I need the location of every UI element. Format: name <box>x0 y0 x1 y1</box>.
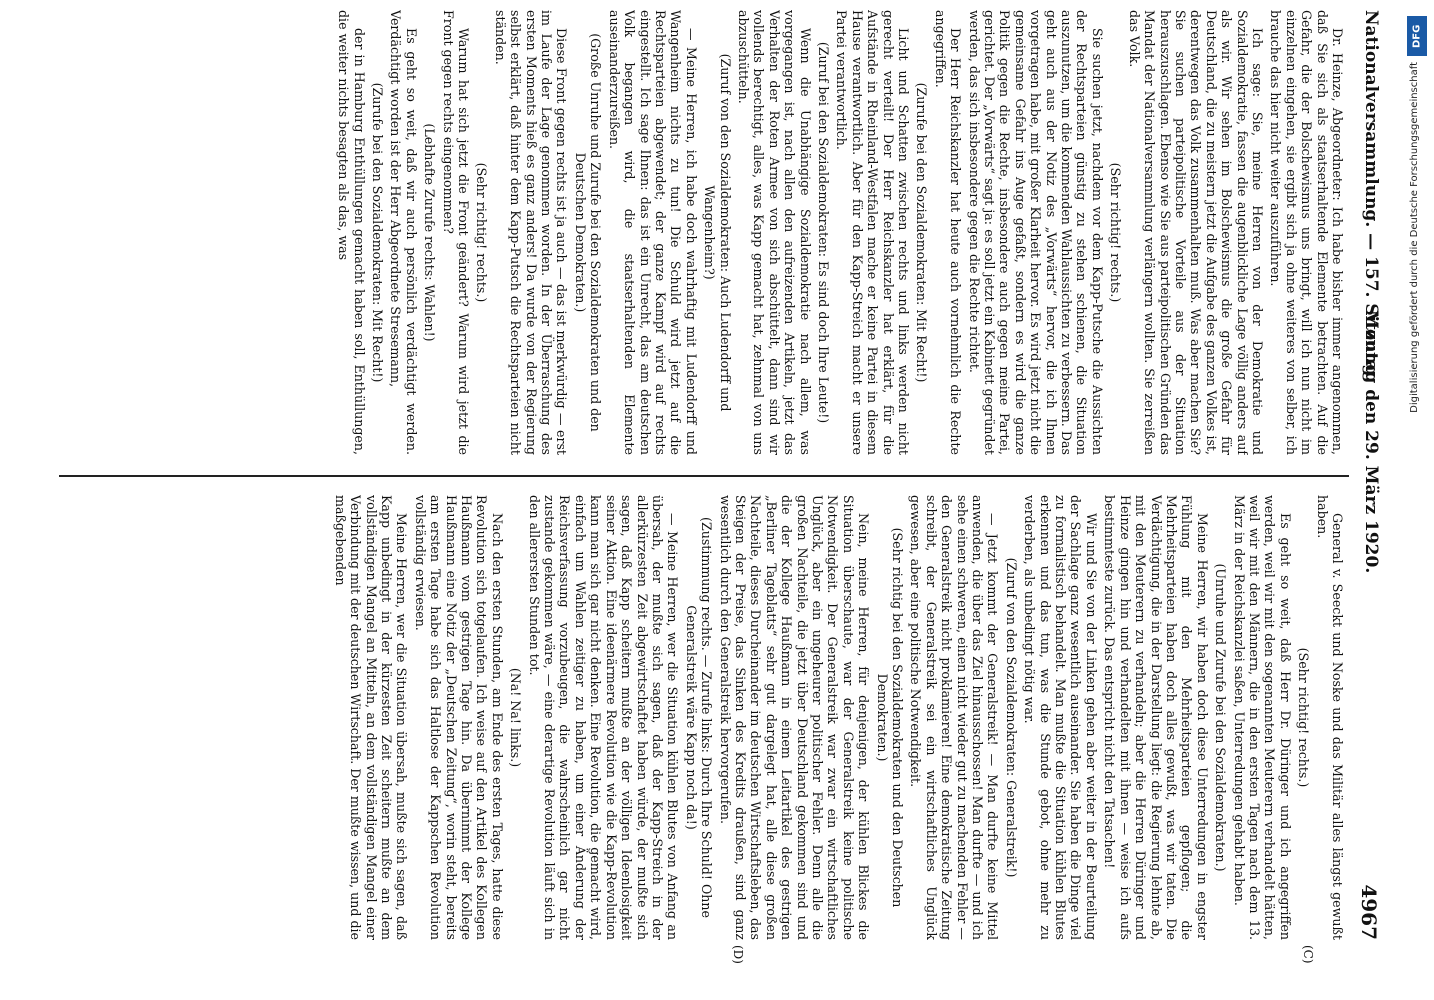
paragraph: (Lebhafte Zurufe rechts: Wahlen!) <box>422 123 438 342</box>
paragraph: (Zuruf bei den Sozialdemokraten: Es sind doch Ihre Leute!) <box>816 41 831 424</box>
paragraph: Diese Front gegen rechts ist ja auch — das ist merkwürdig — erst im Laufe der Lage genommen worden. In der Überraschung des ersten Moments hieß es ganz anders! Da wurde von der Regierung selbst erklärt, daß hinter dem Kapp-Putsch die Rechtsparteien nicht ständen. <box>492 10 570 455</box>
margin-letter-c: (C) <box>1301 945 1315 964</box>
paragraph: — Meine Herren, ich habe doch wahrhaftig mit Ludendorff und Wangenheim nichts zu tun! Die Schuld wird jetzt auf die Rechtsparteien abgewendet; der ganze Kampf wird auf rechts eingestellt. Ich sage Ihnen: das ist ein Unrecht, das am deutschen Volk begangen wird, die staatserhaltenden Elemente auseinanderzureißen. <box>606 10 699 455</box>
paragraph: (Zuruf von den Sozialdemokraten: Generalstreik!) <box>1003 557 1019 878</box>
paragraph: Meine Herren, wir haben doch diese Unterredungen in engster Fühlung mit den Mehrheitsparteien gepflogen; die Mehrheitsparteien haben doch alles gewußt, was wir taten. Die Verdächtigung, die in der Darstellung liegt: die Regierung lehnte ab, mit den Meuterern zu verhandeln; aber die Herren Düringer und Heinze gingen hin und verhandelten mit ihnen — weise ich aufs bestimmteste zurück. Das entspricht nicht den Tatsachen! <box>1102 495 1210 940</box>
paragraph: (Große Unruhe und Zurufe bei den Sozialdemokraten und den Deutschen Demokraten.) <box>572 33 604 432</box>
paragraph: Ich sage: Sie, meine Herren von der Demokratie und Sozialdemokratie, fassen die augenblickliche Lage völlig anders auf als wir. Wir sehen im Bolschewismus die große Gefahr für Deutschland, die zu meistern jetzt die Aufgabe des ganzen Volkes ist, derentwegen das Volk zusammenhalten muß. Was aber machen Sie? Sie suchen parteipolitische Vorteile aus der Situation herauszuschlagen. Ebenso wie Sie aus parteipolitischen Gründen das Mandat der Nationalversammlung verlängern wollten. Sie zerreißen das Volk. <box>1126 10 1265 455</box>
paragraph: — Meine Herren, wer die Situation kühlen Blutes von Anfang an übersah, der mußte sich sagen, daß der Kapp-Streich in der allerkürzesten Zeit abgewirtschaftet haben würde, der mußte sich sagen, daß Kapp scheitern mußte an der völligen Ideenlosigkeit seiner Aktion. Eine ideenärmere Revolution wie die Kapp-Revolution kann man sich gar nicht denken. Eine Revolution, die gemacht wird, einfach um Wahlen zeitiger zu haben, um einer Änderung der Reichsverfassung vorzubeugen, die wahrscheinlich gar nicht zustande gekommen wäre, — eine derartige Revolution läuft sich in den allerersten Stunden tot. <box>526 495 681 940</box>
paragraph: (Zurufe bei den Sozialdemokraten: Mit Recht!) <box>914 82 930 383</box>
running-head-date: Montag den 29. März 1920. <box>1361 310 1381 574</box>
paragraph: General v. Seeckt und Noske und das Militär alles längst gewußt haben. <box>1314 495 1345 940</box>
dfg-logo: DFG <box>1407 16 1427 56</box>
column-divider <box>59 475 1349 477</box>
running-head-left: Nationalversammlung. — 157. Sitzung. <box>1361 10 1381 383</box>
paragraph: Nein, meine Herren, für denjenigen, der kühlen Blickes die Situation überschaute, war der Generalstreik keine politische Notwendigkeit. Der Generalstreik war zwar ein wirtschaftliches Unglück, aber ein ungeheurer politischer Fehler. Denn alle die großen Nachteile, die jetzt über Deutschland gekommen sind und die der Kollege Haußmann in einem Leitartikel des gestrigen „Berliner Tageblatts“ sehr gut dargelegt hat, alle diese großen Nachteile, dieses Durcheinander im deutschen Wirtschaftsleben, das Steigen der Preise, das Sinken des Kredits draußen, sind ganz wesentlich durch den Generalstreik hervorgerufen. <box>717 495 872 940</box>
dfg-sidebar <box>1405 10 1429 990</box>
paragraph: Meine Herren, wer die Situation übersah, mußte sich sagen, daß Kapp unbedingt in der kürzesten Zeit scheitern mußte an dem vollständigen Mangel an Mitteln, an dem vollständigen Mangel einer Verbindung mit der deutschen Wirtschaft. Der mußte wissen, und die maßgebenden <box>332 495 410 940</box>
paragraph: Warum hat sich jetzt die Front geändert? Warum wird jetzt die Front gegen rechts eingenommen? <box>440 10 472 455</box>
paragraph: (Zurufe bei den Sozialdemokraten: Mit Recht!) <box>370 82 386 383</box>
paragraph: Es geht so weit, daß Herr Dr. Düringer und ich angegriffen werden, weil wir mit den sogenannten Meuterern verhandelt hätten, weil wir mit den Männern, die in den ersten Tagen nach dem 13. März in der Reichskanzlei saßen, Unterredungen gehabt haben. <box>1231 495 1293 940</box>
running-head <box>1353 10 1385 940</box>
margin-letter-d: (D) <box>731 945 745 964</box>
paragraph: (Zustimmung rechts. — Zurufe links: Durch Ihre Schuld! Ohne Generalstreik wäre Kapp noch da!) <box>683 517 715 918</box>
paragraph: der in Hamburg Enthüllungen gemacht haben soll, Enthüllungen, die weiter nichts besagten als das, was <box>336 10 367 455</box>
paragraph: Es geht so weit, daß wir auch persönlich verdächtigt werden. Verdächtigt worden ist der Herr Abgeordnete Stresemann, <box>388 10 419 455</box>
paragraph: (Unruhe und Zurufe bei den Sozialdemokraten.) <box>1213 563 1229 872</box>
page-sheet <box>55 10 1385 964</box>
paragraph: (Sehr richtig! rechts.) <box>1296 647 1312 788</box>
paragraph: Licht und Schatten zwischen rechts und links werden nicht gerecht verteilt! Der Herr Reichskanzler hat erklärt, für die Aufstände in Rheinland-Westfalen mache er keine Partei in diesem Hause verantwortlich. Aber für den Kapp-Streich macht er unsere Partei verantwortlich. <box>834 10 912 455</box>
paragraph: (Sehr richtig! rechts.) <box>474 162 490 303</box>
paragraph: Wir und Sie von der Linken gehen aber weiter in der Beurteilung der Sachlage ganz wesentlich auseinander. Sie haben die Dinge viel zu formalistisch behandelt. Man mußte die Situation kühlen Blutes erkennen und das tun, was die Stunde gebot, ohne mehr zu verderben, als unbedingt nötig war. <box>1022 495 1099 940</box>
paragraph: (Sehr richtig bei den Sozialdemokraten und den Deutschen Demokraten.) <box>874 527 906 908</box>
paragraph: (Sehr richtig! rechts.) <box>1108 162 1124 303</box>
dfg-credit: Digitalisierung gefördert durch die Deutsche Forschungsgemeinschaft <box>1409 62 1420 413</box>
left-column <box>55 10 1345 455</box>
page-number: 4967 <box>1357 884 1381 940</box>
paragraph: Wenn die Unabhängige Sozialdemokratie nach allem, was vorgegangen ist, nach allen den aufreizenden Artikeln, jetzt das Verhalten der Roten Armee von sich abschüttelt, dann sind wir vollends berechtigt, alles, was Kapp gemacht hat, zehnmal von uns abzuschütteln. <box>735 10 813 455</box>
paragraph: Der Herr Reichskanzler hat heute auch vornehmlich die Rechte angegriffen. <box>932 10 964 455</box>
paragraph: Dr. Heinze, Abgeordneter: Ich habe bisher immer angenommen, daß Sie sich als staatserhaltende Elemente betrachten. Auf die Gefahr, die der Bolschewismus uns bringt, will ich nun nicht im einzelnen eingehen, sie ergibt sich ja ohne weiteres von selber, ich brauche das hier nicht weiter auszuführen. <box>1268 10 1345 455</box>
paragraph: Nach den ersten Stunden, am Ende des ersten Tages, hatte diese Revolution sich totgelaufen. Ich weise auf den Artikel des Kollegen Haußmann vom gestrigen Tage hin. Da übernimmt der Kollege Haußmann eine Notiz der „Deutschen Zeitung“, worin steht, bereits am ersten Tage habe sich das Haltlose der Kappschen Revolution vollständig erwiesen. <box>412 495 505 940</box>
paragraph: (Zuruf von den Sozialdemokraten: Auch Ludendorff und Wangenheim?) <box>702 53 733 412</box>
right-column <box>55 495 1345 940</box>
paragraph: (Na! Na! links.) <box>508 667 524 768</box>
paragraph: Sie suchen jetzt, nachdem vor dem Kapp-Putsche die Aussichten der Rechtsparteien günstig zu stehen schienen, die Situation auszunutzen, um die kommenden Wahlaussichten zu verbessern. Das geht auch aus der Notiz des „Vorwärts“ hervor, die ich Ihnen vorgetragen habe, mit großer Klarheit hervor. Es wird jetzt nicht die gemeinsame Gefahr ins Auge gefaßt, sondern es wird die ganze Politik gegen die Rechte, insbesondere auch gegen meine Partei, gerichtet. Der „Vorwärts“ sagt ja: es soll jetzt ein Kabinett gegründet werden, das sich insbesondere gegen die Rechte richtet. <box>966 10 1105 455</box>
paragraph: — Jetzt kommt der Generalstreik! — Man durfte keine Mittel anwenden, die über das Ziel hinausschossen! Man durfte — und ich sehe einen schweren, einen nicht wieder gut zu machenden Fehler — den Generalstreik nicht proklamieren! Eine demokratische Zeitung schreibt, der Generalstreik sei ein wirtschaftliches Unglück gewesen, aber eine politische Notwendigkeit. <box>908 495 1001 940</box>
